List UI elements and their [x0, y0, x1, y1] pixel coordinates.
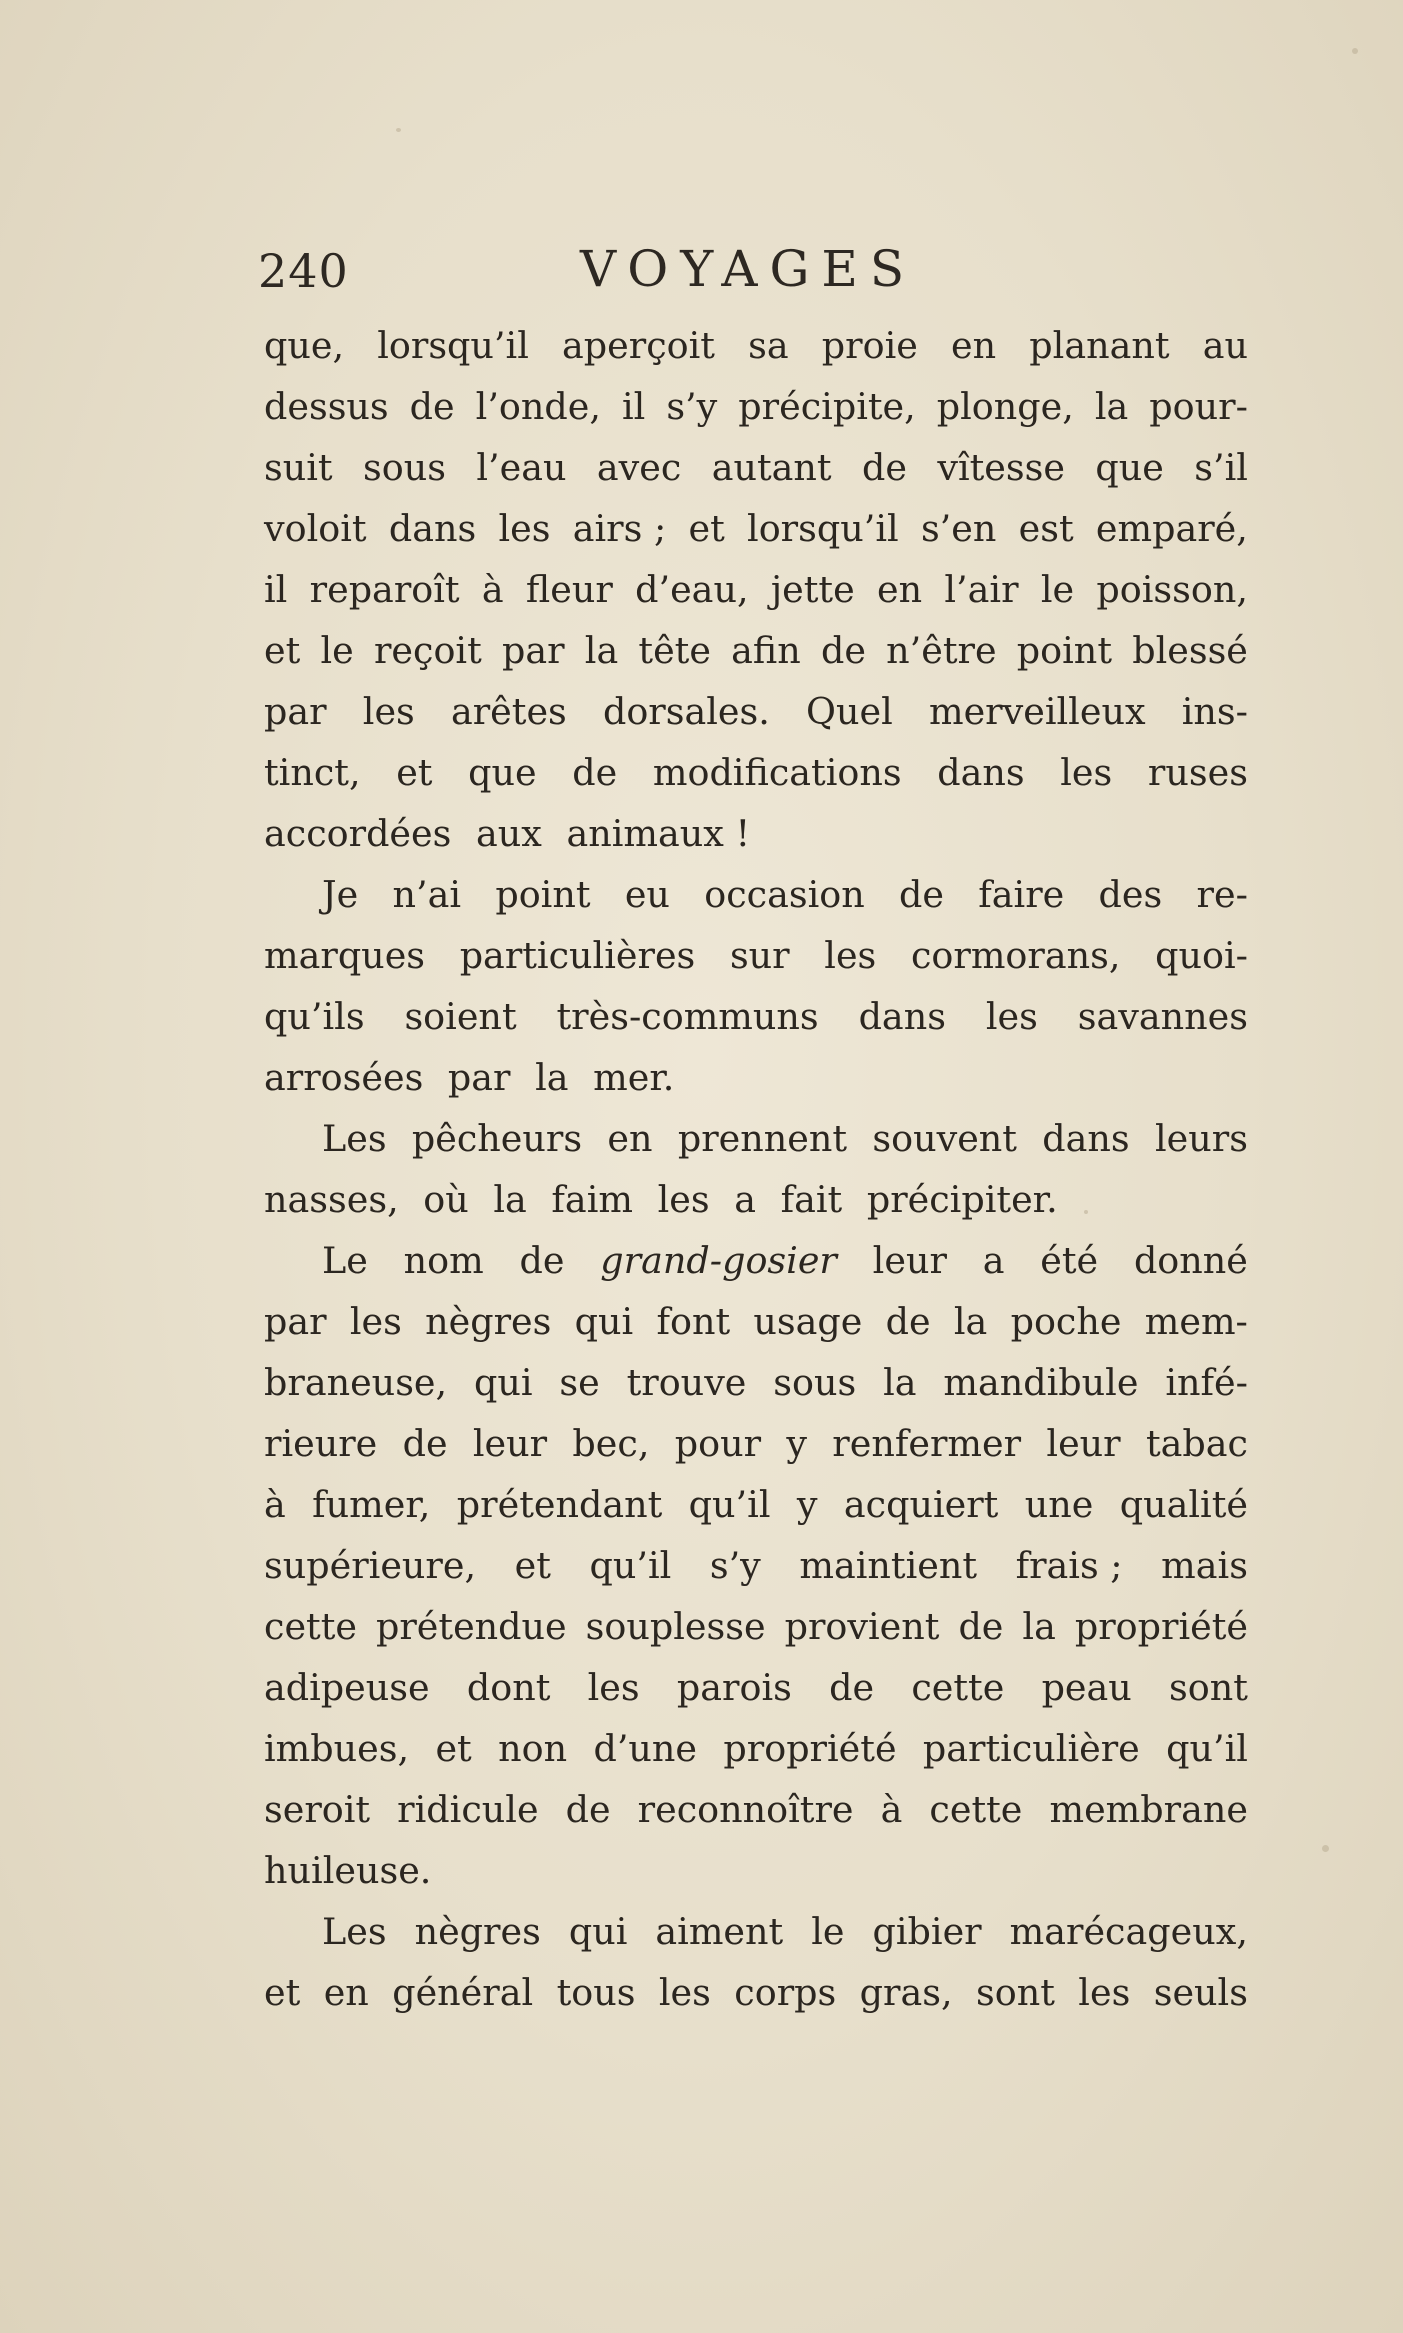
word: nègres — [414, 1910, 541, 1953]
word: de — [885, 1300, 931, 1343]
word: en — [951, 324, 997, 367]
word: aiment — [655, 1910, 784, 1953]
word: une — [1024, 1483, 1094, 1526]
word: dessus — [264, 385, 389, 428]
text-line — [264, 1779, 1248, 1840]
word: Je — [322, 873, 359, 916]
word: animaux ! — [566, 812, 751, 855]
word: la — [1094, 385, 1129, 428]
word: cette — [264, 1605, 357, 1648]
word: les — [498, 507, 551, 550]
word: aux — [475, 812, 542, 855]
word: leurs — [1154, 1117, 1248, 1160]
word: membrane — [1049, 1788, 1248, 1831]
word: en — [876, 568, 923, 611]
word: airs ; — [572, 507, 667, 550]
word: maintient — [799, 1544, 978, 1587]
word: donné — [1133, 1239, 1248, 1282]
word: reparoît — [309, 568, 460, 611]
word: nom — [403, 1239, 484, 1282]
word: ins- — [1181, 690, 1248, 733]
word: qu’il — [1166, 1727, 1248, 1770]
word: dont — [466, 1666, 551, 1709]
body-text — [264, 315, 1248, 2023]
word: tinct, — [264, 751, 361, 794]
word: poisson, — [1096, 568, 1248, 611]
word: nègres — [425, 1300, 552, 1343]
word: précipiter. — [866, 1178, 1058, 1221]
word: s’il — [1194, 446, 1248, 489]
word: Le — [322, 1239, 368, 1282]
word: non — [498, 1727, 568, 1770]
word: est — [1018, 507, 1074, 550]
word: seuls — [1153, 1971, 1248, 2014]
word: le — [320, 629, 354, 672]
italic-word: grand-gosier — [600, 1239, 837, 1282]
word: de — [565, 1788, 611, 1831]
text-line — [264, 498, 1248, 559]
word: modifications — [652, 751, 902, 794]
page-number: 240 — [258, 244, 349, 298]
word: Quel — [806, 690, 893, 733]
word: la — [584, 629, 619, 672]
text-line — [264, 1047, 1248, 1108]
word: à — [481, 568, 504, 611]
word: propriété — [723, 1727, 897, 1770]
word: souvent — [872, 1117, 1017, 1160]
word: soient — [404, 995, 517, 1038]
word: s’y — [709, 1544, 761, 1587]
word: point — [1016, 629, 1112, 672]
word: eu — [624, 873, 670, 916]
word: afin — [731, 629, 801, 672]
word: reconnoître — [637, 1788, 854, 1831]
text-line — [264, 1840, 1248, 1901]
word: sous — [773, 1361, 857, 1404]
text-line — [264, 1596, 1248, 1657]
word: s’y — [666, 385, 718, 428]
word: dorsales. — [602, 690, 770, 733]
text-line — [264, 1108, 1248, 1169]
text-line — [264, 1413, 1248, 1474]
word: la — [535, 1056, 569, 1099]
text-line — [264, 1169, 1248, 1230]
word: marques — [264, 934, 426, 977]
word: point — [495, 873, 591, 916]
word: voloit — [264, 507, 367, 550]
word: de — [820, 629, 866, 672]
text-line — [264, 803, 1248, 864]
word: et — [514, 1544, 551, 1587]
word: infé- — [1165, 1361, 1248, 1404]
word: poche — [1010, 1300, 1122, 1343]
word: fleur — [525, 568, 613, 611]
word: propriété — [1074, 1605, 1248, 1648]
word: le — [811, 1910, 845, 1953]
word: où — [423, 1178, 469, 1221]
word: à — [880, 1788, 903, 1831]
word: dans — [1042, 1117, 1130, 1160]
word: de — [958, 1605, 1004, 1648]
word: s’en — [920, 507, 997, 550]
word: d’une — [593, 1727, 698, 1770]
word: et — [264, 629, 301, 672]
text-line — [264, 1718, 1248, 1779]
word: jette — [770, 568, 855, 611]
word: dans — [858, 995, 946, 1038]
text-line — [264, 315, 1248, 376]
word: des — [1098, 873, 1163, 916]
word: prennent — [677, 1117, 848, 1160]
word: dans — [388, 507, 477, 550]
word: et — [264, 1971, 301, 2014]
word: la — [1022, 1605, 1056, 1648]
word: merveilleux — [928, 690, 1146, 733]
word: qu’il — [688, 1483, 771, 1526]
word: la — [953, 1300, 988, 1343]
word: qu’ils — [264, 995, 365, 1038]
word: de — [519, 1239, 565, 1282]
word: la — [883, 1361, 917, 1404]
text-line — [264, 681, 1248, 742]
word: pour- — [1149, 385, 1248, 428]
word: les — [985, 995, 1038, 1038]
word: les — [362, 690, 415, 733]
text-line — [264, 925, 1248, 986]
word: par — [501, 629, 565, 672]
word: acquiert — [843, 1483, 999, 1526]
word: autant — [711, 446, 832, 489]
word: de — [861, 446, 907, 489]
word: tête — [638, 629, 711, 672]
word: font — [656, 1300, 731, 1343]
word: corps — [734, 1971, 837, 2014]
word: cormorans, — [910, 934, 1121, 977]
page-header — [258, 240, 918, 300]
word: par — [447, 1056, 511, 1099]
text-line — [264, 1535, 1248, 1596]
word: y — [786, 1422, 807, 1465]
word: Les — [322, 1910, 387, 1953]
text-line — [264, 1352, 1248, 1413]
word: et — [435, 1727, 472, 1770]
word: se — [559, 1361, 600, 1404]
word: prétendant — [456, 1483, 663, 1526]
word: il — [264, 568, 288, 611]
word: avec — [596, 446, 682, 489]
text-line — [264, 1657, 1248, 1718]
word: renfermer — [832, 1422, 1022, 1465]
word: sont — [976, 1971, 1055, 2014]
word: proie — [821, 324, 918, 367]
text-line — [264, 376, 1248, 437]
word: nasses, — [264, 1178, 399, 1221]
word: frais ; — [1015, 1544, 1123, 1587]
word: fumer, — [312, 1483, 431, 1526]
word: occasion — [704, 873, 865, 916]
word: qui — [574, 1300, 634, 1343]
word: qui — [473, 1361, 533, 1404]
word: il — [621, 385, 646, 428]
word: cette — [911, 1666, 1005, 1709]
word: imbues, — [264, 1727, 410, 1770]
text-line — [264, 1962, 1248, 2023]
word: l’onde, — [475, 385, 601, 428]
word: les — [657, 1178, 710, 1221]
word: ridicule — [397, 1788, 539, 1831]
word: accordées — [264, 812, 452, 855]
word: marécageux, — [1009, 1910, 1248, 1953]
word: n’ai — [392, 873, 462, 916]
word: précipite, — [738, 385, 916, 428]
text-line — [264, 1474, 1248, 1535]
word: mer. — [593, 1056, 675, 1099]
word: et — [688, 507, 725, 550]
word: prétendue — [375, 1605, 567, 1648]
word: les — [1060, 751, 1113, 794]
text-line — [264, 742, 1248, 803]
word: en — [607, 1117, 653, 1160]
word: qu’il — [589, 1544, 672, 1587]
word: mandibule — [943, 1361, 1139, 1404]
text-line — [264, 559, 1248, 620]
text-line — [264, 986, 1248, 1047]
word: l’air — [944, 568, 1019, 611]
word: arêtes — [450, 690, 567, 733]
word: bec, — [572, 1422, 650, 1465]
word: peau — [1041, 1666, 1132, 1709]
word: la — [493, 1178, 527, 1221]
word: ruses — [1147, 751, 1248, 794]
word: à — [264, 1483, 286, 1526]
word: savannes — [1077, 995, 1248, 1038]
text-line — [264, 1901, 1248, 1962]
word: a — [734, 1178, 756, 1221]
word: de — [899, 873, 944, 916]
word: leur — [872, 1239, 947, 1282]
word: au — [1202, 324, 1248, 367]
word: général — [392, 1971, 534, 2014]
word: été — [1040, 1239, 1099, 1282]
word: mem- — [1144, 1300, 1248, 1343]
word: gras, — [859, 1971, 953, 2014]
text-line — [264, 1230, 1248, 1291]
word: les — [1078, 1971, 1131, 2014]
word: huileuse. — [264, 1849, 432, 1892]
running-title: VOYAGES — [580, 240, 917, 298]
word: de — [829, 1666, 875, 1709]
word: cette — [929, 1788, 1023, 1831]
word: a — [982, 1239, 1005, 1282]
word: rieure — [264, 1422, 378, 1465]
word: adipeuse — [264, 1666, 430, 1709]
word: plonge, — [936, 385, 1074, 428]
text-line — [264, 620, 1248, 681]
word: sous — [362, 446, 446, 489]
text-line — [264, 864, 1248, 925]
word: que, — [264, 324, 345, 367]
word: suit — [264, 446, 333, 489]
word: sont — [1169, 1666, 1248, 1709]
word: que — [1095, 446, 1164, 489]
word: particulières — [459, 934, 696, 977]
word: de — [572, 751, 618, 794]
word: trouve — [626, 1361, 747, 1404]
word: les — [824, 934, 877, 977]
word: qualité — [1119, 1483, 1248, 1526]
word: de — [402, 1422, 448, 1465]
word: mais — [1161, 1544, 1248, 1587]
word: arrosées — [264, 1056, 424, 1099]
word: particulière — [922, 1727, 1140, 1770]
word: lorsqu’il — [747, 507, 899, 550]
word: vîtesse — [937, 446, 1065, 489]
word: les — [587, 1666, 640, 1709]
word: très-communs — [556, 995, 819, 1038]
word: usage — [753, 1300, 863, 1343]
word: Les — [322, 1117, 387, 1160]
word: fait — [780, 1178, 843, 1221]
word: qui — [568, 1910, 628, 1953]
word: que — [468, 751, 537, 794]
word: aperçoit — [562, 324, 715, 367]
word: les — [349, 1300, 402, 1343]
word: seroit — [264, 1788, 371, 1831]
word: pêcheurs — [411, 1117, 583, 1160]
word: supérieure, — [264, 1544, 477, 1587]
word: en — [323, 1971, 369, 2014]
word: tous — [556, 1971, 636, 2014]
word: quoi- — [1155, 934, 1248, 977]
word: pour — [674, 1422, 762, 1465]
text-line — [264, 1291, 1248, 1352]
word: planant — [1029, 324, 1170, 367]
word: faim — [551, 1178, 633, 1221]
word: n’être — [886, 629, 997, 672]
word: les — [658, 1971, 711, 2014]
word: braneuse, — [264, 1361, 448, 1404]
word: gibier — [872, 1910, 982, 1953]
word: le — [1040, 568, 1075, 611]
word: sur — [729, 934, 790, 977]
word: faire — [978, 873, 1065, 916]
word: provient — [784, 1605, 940, 1648]
word: d’eau, — [635, 568, 749, 611]
word: par — [264, 1300, 327, 1343]
text-line — [264, 437, 1248, 498]
word: y — [796, 1483, 818, 1526]
word: dans — [937, 751, 1025, 794]
word: emparé, — [1095, 507, 1248, 550]
word: re- — [1196, 873, 1248, 916]
word: souplesse — [585, 1605, 766, 1648]
word: et — [396, 751, 433, 794]
word: par — [264, 690, 327, 733]
word: parois — [676, 1666, 792, 1709]
word: leur — [472, 1422, 548, 1465]
word: lorsqu’il — [377, 324, 529, 367]
word: leur — [1046, 1422, 1121, 1465]
word: l’eau — [476, 446, 567, 489]
word: de — [409, 385, 455, 428]
word: blessé — [1132, 629, 1248, 672]
word: tabac — [1145, 1422, 1248, 1465]
word: sa — [748, 324, 789, 367]
word: reçoit — [373, 629, 482, 672]
